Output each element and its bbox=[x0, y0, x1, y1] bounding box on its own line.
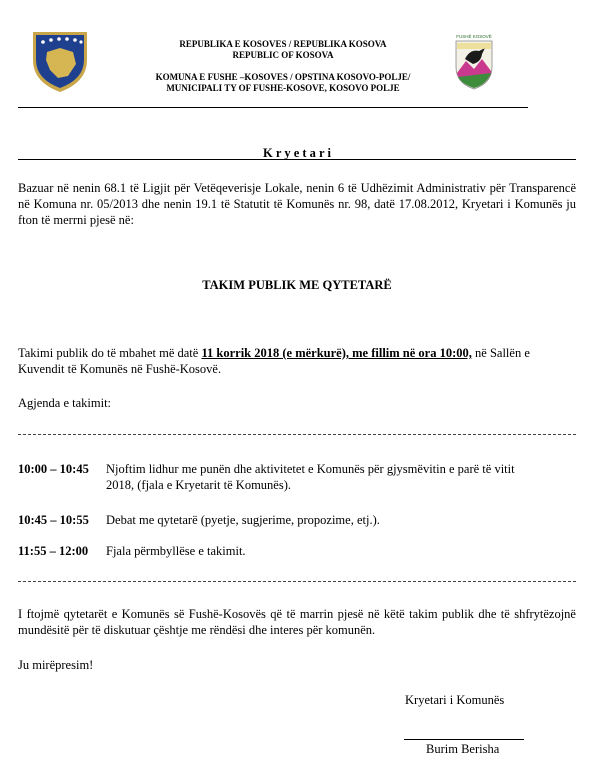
signature-name: Burim Berisha bbox=[426, 742, 500, 756]
header-municipality-line-en: MUNICIPALI TY OF FUSHE-KOSOVE, KOSOVO POLJE bbox=[166, 83, 400, 93]
signature-line bbox=[404, 739, 524, 740]
agenda-time: 10:00 – 10:45 bbox=[18, 462, 89, 476]
meeting-date: 11 korrik 2018 (e mërkurë), me fillim në ora 10:00, bbox=[201, 346, 472, 360]
meeting-text-after: në Sallën e Kuvendit të Komunës në Fushë-Kosovë. bbox=[18, 346, 530, 376]
agenda-divider-top bbox=[18, 434, 576, 435]
header-country-line: REPUBLIKA E KOSOVES / REPUBLIKA KOSOVA bbox=[179, 39, 387, 49]
blackbird-icon bbox=[452, 39, 496, 91]
municipality-logo-text: FUSHË KOSOVË bbox=[456, 34, 492, 39]
agenda-time: 10:45 – 10:55 bbox=[18, 513, 89, 527]
municipality-logo bbox=[452, 34, 496, 92]
agenda-description: Njoftim lidhur me punën dhe aktivitetet e Komunës për gjysmëvitin e parë të vitit bbox=[106, 462, 515, 476]
header-municipality-line: KOMUNA E FUSHE –KOSOVES / OPSTINA KOSOVO-POLJE/ bbox=[155, 72, 411, 82]
meeting-text-before: Takimi publik do të mbahet më datë bbox=[18, 346, 202, 360]
meeting-heading: TAKIM PUBLIK ME QYTETARË bbox=[202, 278, 392, 292]
intro-paragraph: Bazuar në nenin 68.1 të Ligjit për Vetëqeverisje Lokale, nenin 6 të Udhëzimit Administrativ për Transparencë në Komuna nr. 05/2013 dhe nenin 19.1 të Statutit të Komunës nr. 98, datë 17.08.2012, Kryetari i Komunës ju fton të merrni pjesë në: bbox=[18, 181, 576, 227]
agenda-time: 11:55 – 12:00 bbox=[18, 544, 89, 558]
meeting-paragraph bbox=[18, 345, 576, 377]
agenda-label: Agjenda e takimit: bbox=[18, 396, 112, 410]
agenda-divider-bottom bbox=[18, 581, 576, 582]
page-title: K r y e t a r i bbox=[263, 146, 331, 160]
signature-role: Kryetari i Komunës bbox=[405, 693, 505, 707]
agenda-description-cont: 2018, (fjala e Kryetarit të Komunës). bbox=[106, 478, 292, 492]
agenda-description: Fjala përmbyllëse e takimit. bbox=[106, 544, 246, 558]
agenda-description: Debat me qytetarë (pyetje, sugjerime, propozime, etj.). bbox=[106, 513, 380, 527]
header-divider bbox=[18, 107, 528, 108]
header-country-line-en: REPUBLIC OF KOSOVA bbox=[232, 50, 334, 60]
kosovo-coat-of-arms bbox=[30, 30, 90, 94]
closing-paragraph: I ftojmë qytetarët e Komunës së Fushë-Kosovës që të marrin pjesë në këtë takim publik dhe të shfrytëzojnë mundësitë për të diskutuar çështje me rëndësi dhe interes për komunën. bbox=[18, 607, 576, 637]
greeting: Ju mirëpresim! bbox=[18, 658, 94, 672]
